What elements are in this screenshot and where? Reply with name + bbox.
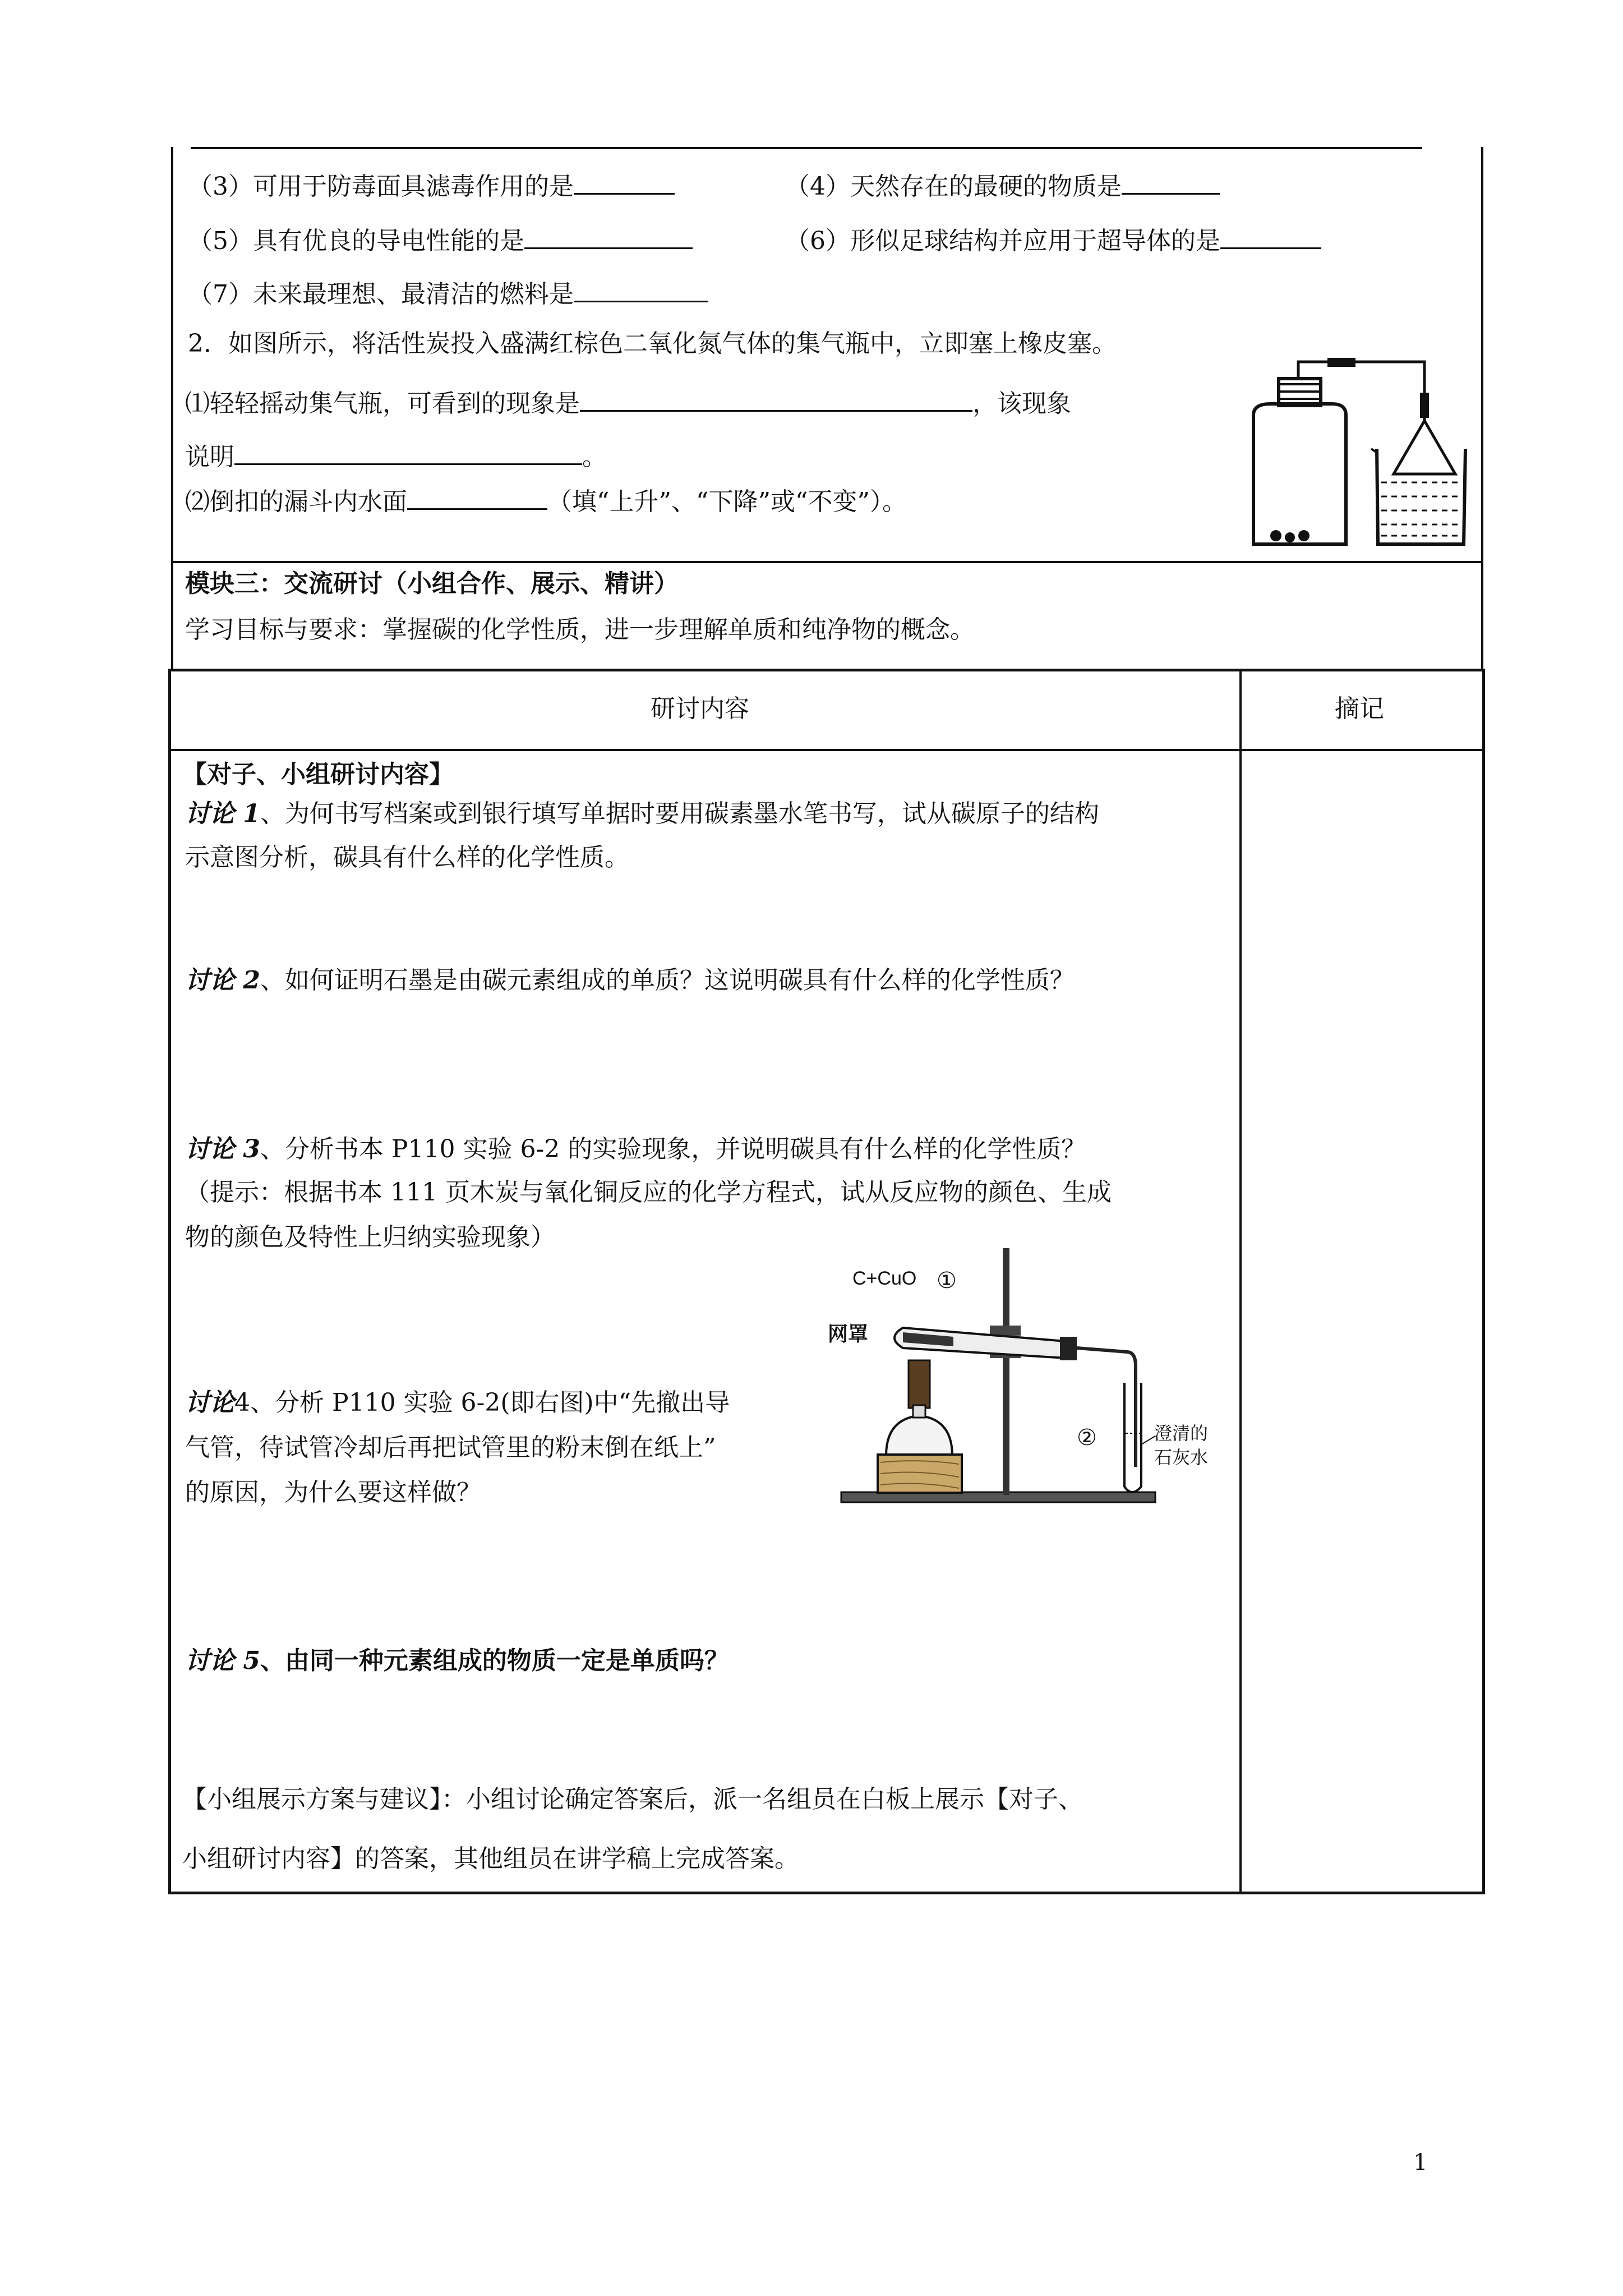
top-rule (191, 147, 1422, 149)
outer-right-top (1481, 147, 1483, 562)
question-6: （6）形似足球结构并应用于超导体的是 (785, 223, 1321, 256)
discussion-5-label: 讨论 5 (185, 1646, 260, 1675)
label-circle-2: ② (1077, 1425, 1097, 1451)
discussion-4-line2: 气管，待试管冷却后再把试管里的粉末倒在纸上” (185, 1433, 716, 1462)
outer-left-mid (171, 561, 173, 670)
question-5: （5）具有优良的导电性能的是 (188, 223, 693, 256)
label-limewater-1: 澄清的 (1154, 1423, 1209, 1444)
question-3: （3）可用于防毒面具滤毒作用的是 (188, 168, 675, 202)
answer-blank-2-2[interactable] (407, 484, 547, 510)
discussion-1-label: 讨论 1 (185, 799, 260, 828)
outer-left-top (171, 147, 173, 562)
discussion-3-label: 讨论 3 (185, 1135, 260, 1163)
discussion-2-label: 讨论 2 (185, 966, 260, 995)
table-bottom (168, 1892, 1485, 1894)
discussion-4: 讨论4、分析 P110 实验 6-2(即右图)中“先撤出导 (185, 1388, 730, 1417)
discussion-5: 讨论 5、由同一种元素组成的物质一定是单质吗？ (185, 1646, 729, 1675)
discussion-4-line3: 的原因，为什么要这样做？ (185, 1478, 481, 1507)
divider-table-header (168, 669, 1485, 671)
discussion-2: 讨论 2、如何证明石墨是由碳元素组成的单质？这说明碳具有什么样的化学性质？ (185, 966, 1075, 995)
discussion-3: 讨论 3、分析书本 P110 实验 6-2 的实验现象，并说明碳具有什么样的化学性质？ (185, 1135, 1086, 1163)
group-show-line2: 小组研讨内容】的答案，其他组员在讲学稿上完成答案。 (182, 1844, 799, 1873)
label-circle-1: ① (937, 1268, 957, 1294)
discussion-3-line2: （提示：根据书本 111 页木炭与氧化铜反应的化学方程式，试从反应物的颜色、生成 (185, 1178, 1112, 1207)
page-number: 1 (1413, 2150, 1428, 2175)
outer-left-bottom (168, 669, 171, 1894)
answer-blank-3[interactable] (574, 168, 675, 195)
question-2-part1-explain: 说明 。 (185, 439, 607, 472)
answer-blank-6[interactable] (1220, 223, 1321, 249)
column-divider (1239, 669, 1242, 1894)
answer-blank-7[interactable] (574, 276, 708, 302)
question-7: （7）未来最理想、最清洁的燃料是 (188, 276, 708, 310)
answer-blank-2-1b[interactable] (234, 439, 582, 465)
experiment-figure (824, 1231, 1228, 1512)
outer-right-bottom (1482, 669, 1485, 1894)
label-limewater-2: 石灰水 (1154, 1447, 1209, 1468)
answer-blank-5[interactable] (524, 223, 693, 249)
discussion-1-line2: 示意图分析，碳具有什么样的化学性质。 (185, 843, 629, 872)
module3-title: 模块三：交流研讨（小组合作、展示、精讲） (185, 569, 679, 598)
group-show-line1: 【小组展示方案与建议】：小组讨论确定答案后，派一名组员在白板上展示【对子、 (182, 1785, 1083, 1814)
module3-goal: 学习目标与要求：掌握碳的化学性质，进一步理解单质和纯净物的概念。 (185, 615, 975, 644)
question-2-intro: 2．如图所示，将活性炭投入盛满红棕色二氧化氮气体的集气瓶中，立即塞上橡皮塞。 (188, 329, 1117, 358)
question-2-part1: ⑴轻轻摇动集气瓶，可看到的现象是 ，该现象 (185, 385, 1071, 419)
divider-module3 (171, 561, 1483, 563)
answer-blank-4[interactable] (1122, 168, 1220, 195)
gas-bottle-apparatus-figure (1231, 353, 1472, 555)
divider-header-bottom (168, 749, 1485, 751)
column-header-content: 研讨内容 (651, 694, 749, 723)
question-2-part2: ⑵倒扣的漏斗内水面 （填“上升”、“下降”或“不变”）。 (185, 484, 907, 517)
outer-right-mid (1481, 561, 1483, 670)
label-net-cover: 网罩 (828, 1323, 869, 1346)
discussion-heading: 【对子、小组研讨内容】 (182, 760, 454, 789)
answer-blank-2-1a[interactable] (580, 385, 972, 412)
column-header-notes: 摘记 (1335, 694, 1384, 723)
discussion-1: 讨论 1、为何书写档案或到银行填写单据时要用碳素墨水笔书写，试从碳原子的结构 (185, 799, 1099, 828)
discussion-3-line3: 物的颜色及特性上归纳实验现象） (185, 1223, 555, 1251)
question-4: （4）天然存在的最硬的物质是 (785, 168, 1220, 202)
label-reactant: C+CuO (852, 1268, 917, 1289)
discussion-4-label: 讨论 (185, 1388, 234, 1417)
